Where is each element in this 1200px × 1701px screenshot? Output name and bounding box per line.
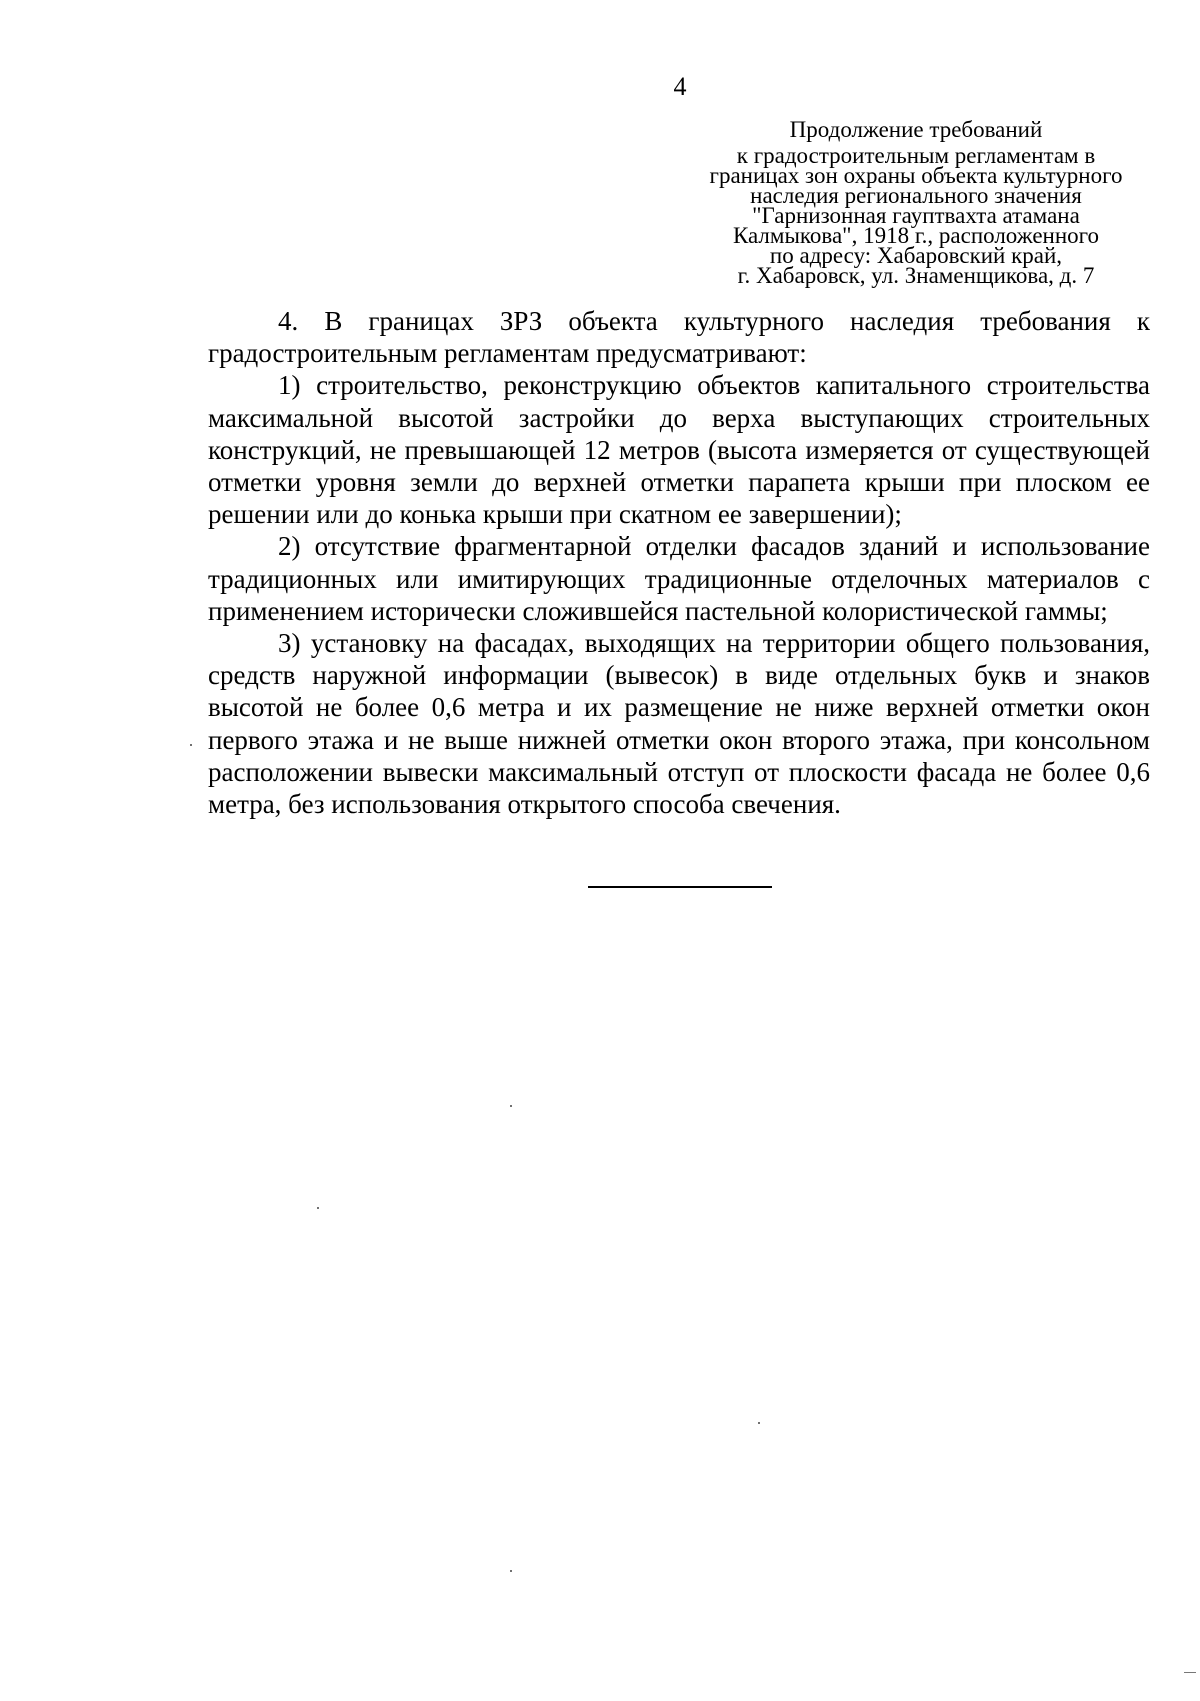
header-line: наследия регионального значения [750, 183, 1082, 208]
header-line: "Гарнизонная гауптвахта атамана [752, 203, 1080, 228]
edge-mark [1184, 1672, 1196, 1673]
header-line: границах зон охраны объекта культурного [709, 163, 1123, 188]
page-number: 4 [673, 72, 687, 101]
document-body [208, 305, 1150, 820]
header-line: Калмыкова", 1918 г., расположенного [732, 223, 1100, 248]
scan-speck [510, 1570, 512, 1572]
header-line: по адресу: Хабаровский край, [769, 243, 1063, 268]
header-line: Продолжение требований [789, 117, 1043, 142]
header-line: к градостроительным регламентам в [736, 143, 1096, 168]
paragraph-subitem-3: 3) установку на фасадах, выходящих на территории общего пользования, средств наружной информации (вывесок) в виде отдельных букв и знаков высотой не более 0,6 метра и их размещение не ниже верхней отметки окон первого этажа и не выше нижней отметки окон второго этажа, при консольном расположении вывески максимальный отступ от плоскости фасада не более 0,6 метра, без использования открытого способа свечения. [208, 628, 1150, 820]
scan-speck [317, 1207, 319, 1209]
paragraph-item-4: 4. В границах ЗРЗ объекта культурного наследия требования к градостроительным регламентам предусматривают: [208, 306, 1150, 369]
paragraph-subitem-2: 2) отсутствие фрагментарной отделки фасадов зданий и использование традиционных или имитирующих традиционные отделочных материалов с применением исторически сложившейся пастельной колористической гаммы; [208, 531, 1150, 626]
closing-rule [588, 886, 772, 888]
scan-speck [190, 744, 192, 746]
document-header [686, 117, 1146, 288]
header-line: г. Хабаровск, ул. Знаменщикова, д. 7 [737, 263, 1095, 288]
paragraph-subitem-1: 1) строительство, реконструкцию объектов капитального строительства максимальной высотой застройки до верха выступающих строительных конструкций, не превышающей 12 метров (высота измеряется от существующей отметки уровня земли до верхней отметки парапета крыши при плоском ее решении или до конька крыши при скатном ее завершении); [208, 370, 1150, 530]
scan-speck [758, 1422, 760, 1424]
scan-speck [510, 1105, 512, 1107]
